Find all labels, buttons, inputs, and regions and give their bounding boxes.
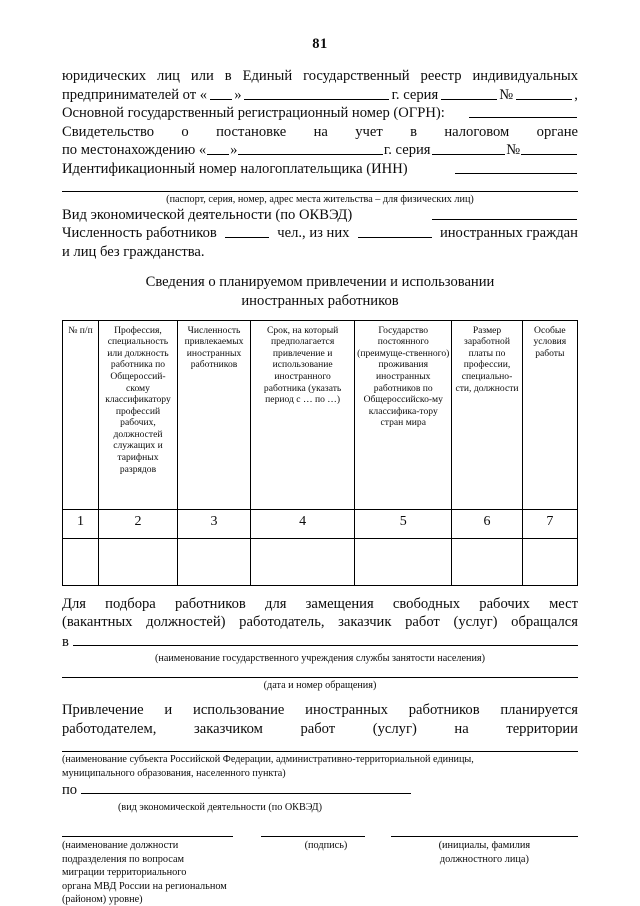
section-title-line-2: иностранных работников <box>241 292 399 309</box>
passport-caption: (паспорт, серия, номер, адрес места жительства – для физических лиц) <box>166 193 474 205</box>
territory-line-2: работодателем, заказчиком работ (услуг) на территории <box>62 720 578 737</box>
signature-rules <box>62 836 578 837</box>
territory-okved-line <box>62 780 578 800</box>
cell-salary[interactable] <box>452 538 522 585</box>
cell-country[interactable] <box>355 538 452 585</box>
name-signature-line[interactable] <box>391 836 578 837</box>
appeal-date-caption: (дата и номер обращения) <box>263 680 377 692</box>
cell-number[interactable] <box>63 538 99 585</box>
table-header-headcount: Численность привлекаемых иностранных работников <box>177 320 250 509</box>
position-caption-line-4: органа МВД России на региональном <box>62 880 227 892</box>
table-header-number: № п/п <box>63 320 99 509</box>
headcount-label: Численность работников <box>62 225 217 242</box>
name-caption-line-1: (инициалы, фамилия <box>438 840 531 852</box>
page-number: 81 <box>312 36 328 52</box>
location-month-blank[interactable] <box>238 141 382 155</box>
territory-line-1: Привлечение и использование иностранных работников планируется <box>62 702 578 719</box>
table-row <box>63 538 578 585</box>
name-caption <box>391 839 578 906</box>
column-index-1: 1 <box>63 509 99 538</box>
position-caption-line-1: (наименование должности <box>62 840 179 852</box>
column-index-6: 6 <box>452 509 522 538</box>
column-index-2: 2 <box>99 509 178 538</box>
table-header-profession: Профессия, специальность или должность работника по Общероссий-скому классификатору профессий рабочих, должностей служащих и тарифных разрядов <box>99 320 178 509</box>
cell-profession[interactable] <box>99 538 178 585</box>
cell-headcount[interactable] <box>177 538 250 585</box>
intro-line-2-prefix: предпринимателей от « <box>62 86 208 103</box>
employment-service-caption: (наименование государственного учреждения службы занятости населения) <box>154 653 486 665</box>
section-title <box>62 273 578 310</box>
position-caption-line-2: подразделения по вопросам <box>62 853 185 865</box>
name-caption-line-2: должностного лица) <box>439 853 529 865</box>
territory-okved-lead: по <box>62 782 78 799</box>
intro-line-9: и лиц без гражданства. <box>62 243 205 260</box>
position-caption <box>62 839 261 906</box>
headcount-foreign-label: иностранных граждан <box>439 225 578 242</box>
foreign-workers-table <box>62 320 578 586</box>
section-title-line-1: Сведения о планируемом привлечении и использовании <box>145 274 495 291</box>
headcount-foreign-blank[interactable] <box>358 224 432 238</box>
table-header-country: Государство постоянного (преимуще-ственного) проживания иностранных работников по Общероссийско-му классифика-тору стран мира <box>355 320 452 509</box>
okved-blank[interactable] <box>432 206 577 220</box>
signature-caption: (подпись) <box>304 840 348 852</box>
employment-service-input-line <box>62 632 578 652</box>
intro-line-4: Свидетельство о постановке на учет в налоговом органе <box>62 123 578 140</box>
location-number-blank[interactable] <box>521 141 577 155</box>
ogrn-label: Основной государственный регистрационный номер (ОГРН): <box>62 105 445 122</box>
position-caption-line-3: миграции территориального <box>62 867 187 879</box>
signature-block <box>62 836 578 906</box>
number-blank[interactable] <box>516 86 572 100</box>
date-month-blank[interactable] <box>244 86 389 100</box>
headcount-of-which-label: чел., из них <box>277 225 350 242</box>
signature-line[interactable] <box>261 836 365 837</box>
intro-line-2 <box>62 86 578 105</box>
registration-details-block <box>62 67 578 261</box>
table-header-conditions: Особые условия работы <box>522 320 577 509</box>
passport-blank[interactable] <box>62 191 578 192</box>
series-blank[interactable] <box>441 86 497 100</box>
intro-line-2-number-label: № <box>499 86 514 103</box>
location-series-blank[interactable] <box>432 141 506 155</box>
location-year-label: г. серия <box>383 142 431 159</box>
ogrn-blank[interactable] <box>469 104 577 118</box>
intro-line-1: юридических лиц или в Единый государственный реестр индивидуальных <box>62 68 578 84</box>
territory-okved-blank[interactable] <box>81 780 411 794</box>
position-signature-line[interactable] <box>62 836 233 837</box>
employment-service-blank[interactable] <box>73 632 578 646</box>
appeal-date-blank[interactable] <box>62 677 578 678</box>
headcount-total-blank[interactable] <box>225 224 269 238</box>
okved-label: Вид экономической деятельности (по ОКВЭД) <box>62 206 353 223</box>
date-day-blank[interactable] <box>210 86 232 100</box>
location-prefix: по местонахождению « <box>62 142 207 159</box>
territory-okved-caption: (вид экономической деятельности (по ОКВЭД) <box>118 801 322 813</box>
intro-line-2-quote: » <box>234 86 242 103</box>
location-day-blank[interactable] <box>207 141 229 155</box>
territory-block <box>62 701 578 814</box>
employment-service-lead: в <box>62 633 69 650</box>
table-column-number-row <box>63 509 578 538</box>
inn-label: Идентификационный номер налогоплательщика (ИНН) <box>62 160 408 177</box>
intro-line-7 <box>62 206 578 225</box>
intro-line-6 <box>62 160 578 179</box>
employment-service-line-1: Для подбора работников для замещения свободных рабочих мест <box>62 595 578 612</box>
employment-service-block <box>62 595 578 693</box>
cell-conditions[interactable] <box>522 538 577 585</box>
location-number-label: № <box>506 142 521 159</box>
intro-line-3 <box>62 104 578 123</box>
territory-blank[interactable] <box>62 751 578 752</box>
intro-line-5 <box>62 141 578 160</box>
table-header-salary: Размер заработной платы по профессии, специально-сти, должности <box>452 320 522 509</box>
signature-captions <box>62 839 578 906</box>
territory-caption-line-1: (наименование субъекта Российской Федерации, административно-территориальной единицы, <box>62 753 474 765</box>
employment-service-line-2: (вакантных должностей) работодатель, заказчик работ (услуг) обращался <box>62 614 578 631</box>
table-header-row <box>63 320 578 509</box>
inn-blank[interactable] <box>455 160 577 174</box>
location-quote: » <box>230 142 238 159</box>
intro-line-2-year-label: г. серия <box>391 86 439 103</box>
intro-line-8 <box>62 224 578 243</box>
cell-period[interactable] <box>251 538 355 585</box>
column-index-5: 5 <box>355 509 452 538</box>
table-header-period: Срок, на который предполагается привлечение и использование иностранного работника (указать период с … по …) <box>251 320 355 509</box>
position-caption-line-5: (районом) уровне) <box>62 893 143 905</box>
intro-line-2-comma: , <box>574 86 578 103</box>
column-index-4: 4 <box>251 509 355 538</box>
column-index-7: 7 <box>522 509 577 538</box>
territory-caption-line-2: муниципального образования, населенного пункта) <box>62 767 286 779</box>
column-index-3: 3 <box>177 509 250 538</box>
